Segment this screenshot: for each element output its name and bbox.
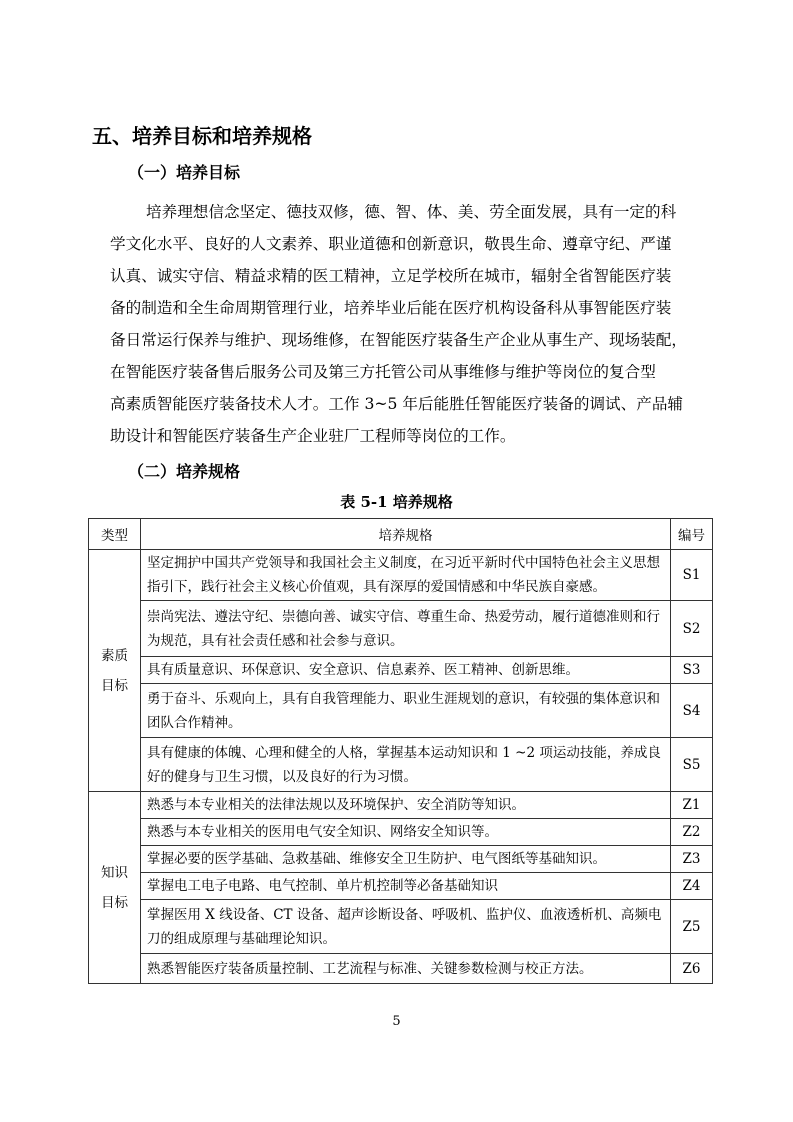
code-cell: S3 (671, 657, 713, 684)
table-row (89, 819, 713, 846)
code-cell: Z2 (671, 819, 713, 846)
table-row (89, 846, 713, 873)
paragraph-line: 高素质智能医疗装备技术人才。工作 3~5 年后能胜任智能医疗装备的调试、产品辅 (110, 395, 684, 413)
spec-cell: 掌握医用 X 线设备、CT 设备、超声诊断设备、呼吸机、监护仪、血液透析机、高频电刀的组成原理与基础理论知识。 (141, 900, 671, 954)
table-row (89, 601, 713, 657)
code-cell: Z5 (671, 900, 713, 954)
header-spec: 培养规格 (141, 519, 671, 550)
table-row (89, 738, 713, 792)
spec-table (88, 518, 713, 984)
spec-cell: 掌握电工电子电路、电气控制、单片机控制等必备基础知识 (141, 873, 671, 900)
page-number: 5 (392, 1014, 401, 1029)
code-cell: S4 (671, 684, 713, 738)
training-goal-paragraph (110, 196, 710, 452)
code-cell: S2 (671, 601, 713, 657)
code-cell: S5 (671, 738, 713, 792)
paragraph-line: 认真、诚实守信、精益求精的医工精神，立足学校所在城市，辐射全省智能医疗装 (110, 267, 672, 285)
table-row (89, 550, 713, 601)
table-row (89, 684, 713, 738)
code-cell: Z3 (671, 846, 713, 873)
spec-cell: 勇于奋斗、乐观向上，具有自我管理能力、职业生涯规划的意识，有较强的集体意识和团队合作精神。 (141, 684, 671, 738)
table-row (89, 657, 713, 684)
header-code: 编号 (671, 519, 713, 550)
code-cell: Z4 (671, 873, 713, 900)
subsection-title: （二）培养规格 (128, 462, 241, 481)
paragraph-line: 在智能医疗装备售后服务公司及第三方托管公司从事维修与维护等岗位的复合型 (110, 363, 656, 381)
spec-cell: 坚定拥护中国共产党领导和我国社会主义制度，在习近平新时代中国特色社会主义思想指引下，践行社会主义核心价值观，具有深厚的爱国情感和中华民族自豪感。 (141, 550, 671, 601)
section-title: 五、培养目标和培养规格 (92, 124, 312, 148)
spec-cell: 具有健康的体魄、心理和健全的人格，掌握基本运动知识和 1 ~2 项运动技能，养成良好的健身与卫生习惯，以及良好的行为习惯。 (141, 738, 671, 792)
spec-cell: 熟悉智能医疗装备质量控制、工艺流程与标准、关键参数检测与校正方法。 (141, 954, 671, 984)
paragraph-line: 助设计和智能医疗装备生产企业驻厂工程师等岗位的工作。 (110, 427, 516, 445)
table-row (89, 792, 713, 819)
spec-cell: 熟悉与本专业相关的医用电气安全知识、网络安全知识等。 (141, 819, 671, 846)
table-row (89, 900, 713, 954)
spec-cell: 熟悉与本专业相关的法律法规以及环境保护、安全消防等知识。 (141, 792, 671, 819)
table-caption: 表 5-1 培养规格 (340, 493, 453, 511)
paragraph-line: 备的制造和全生命周期管理行业，培养毕业后能在医疗机构设备科从事智能医疗装 (110, 299, 672, 317)
table-row (89, 873, 713, 900)
code-cell: Z1 (671, 792, 713, 819)
spec-cell: 崇尚宪法、遵法守纪、崇德向善、诚实守信、尊重生命、热爱劳动，履行道德准则和行为规范，具有社会责任感和社会参与意识。 (141, 601, 671, 657)
header-type: 类型 (89, 519, 141, 550)
subsection-title: （一）培养目标 (128, 163, 241, 182)
table-row (89, 954, 713, 984)
paragraph-line: 学文化水平、良好的人文素养、职业道德和创新意识，敬畏生命、遵章守纪、严谨 (110, 235, 672, 253)
code-cell: Z6 (671, 954, 713, 984)
paragraph-line: 培养理想信念坚定、德技双修，德、智、体、美、劳全面发展，具有一定的科 (146, 203, 677, 221)
type-cell: 知识目标 (89, 792, 141, 984)
type-cell: 素质目标 (89, 550, 141, 792)
spec-cell: 具有质量意识、环保意识、安全意识、信息素养、医工精神、创新思维。 (141, 657, 671, 684)
spec-cell: 掌握必要的医学基础、急救基础、维修安全卫生防护、电气图纸等基础知识。 (141, 846, 671, 873)
paragraph-line: 备日常运行保养与维护、现场维修，在智能医疗装备生产企业从事生产、现场装配， (110, 331, 687, 349)
code-cell: S1 (671, 550, 713, 601)
